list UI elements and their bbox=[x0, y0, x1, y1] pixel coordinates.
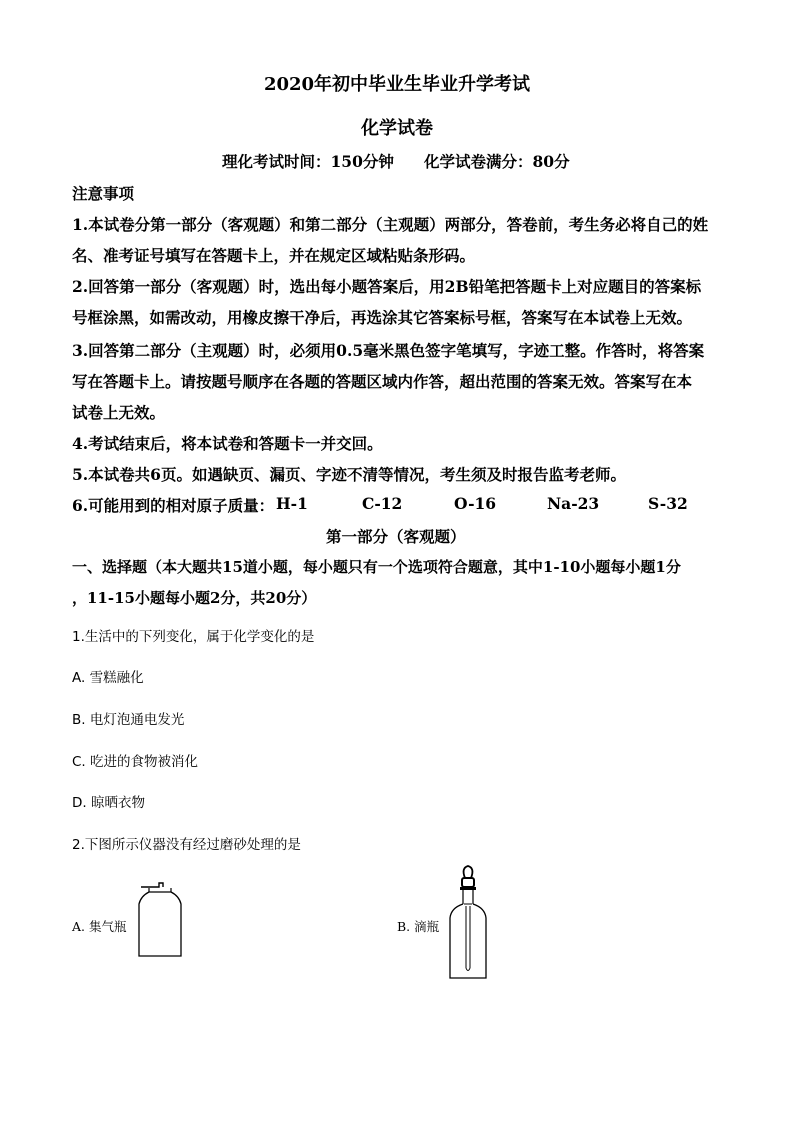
option-a: A. 集气瓶 bbox=[72, 919, 127, 934]
atomic-mass-h: H-1 bbox=[276, 494, 308, 513]
question-stem: 1.生活中的下列变化，属于化学变化的是 bbox=[72, 629, 315, 645]
option-a: A. 雪糕融化 bbox=[72, 670, 144, 686]
exam-score-info: 化学试卷满分：80分 bbox=[424, 152, 570, 171]
notes-line: 写在答题卡上。请按题号顺序在各题的答题区域内作答，超出范围的答案无效。答案写在本 bbox=[72, 372, 693, 391]
section-instructions: 一、选择题（本大题共15道小题，每小题只有一个选项符合题意，其中1-10小题每小题1分 bbox=[72, 558, 681, 576]
notes-line: 5.本试卷共6页。如遇缺页、漏页、字迹不清等情况，考生须及时报告监考老师。 bbox=[72, 465, 626, 484]
atomic-mass-c: C-12 bbox=[362, 494, 403, 513]
atomic-mass-s: S-32 bbox=[648, 494, 688, 513]
exam-time-info: 理化考试时间：150分钟 bbox=[222, 152, 394, 171]
option-b: B. 滴瓶 bbox=[397, 919, 440, 934]
notes-line: 2.回答第一部分（客观题）时，选出每小题答案后，用2B铅笔把答题卡上对应题目的答案标 bbox=[72, 277, 702, 296]
exam-title: 2020年初中毕业生毕业升学考试 bbox=[263, 74, 531, 95]
exam-subject: 化学试卷 bbox=[361, 118, 433, 139]
notes-line: 名、准考证号填写在答题卡上，并在规定区域粘贴条形码。 bbox=[72, 246, 476, 265]
option-d: D. 晾晒衣物 bbox=[72, 795, 145, 811]
atomic-mass-label: 6.可能用到的相对原子质量： bbox=[72, 496, 275, 515]
question-stem: 2.下图所示仪器没有经过磨砂处理的是 bbox=[72, 837, 301, 853]
option-b: B. 电灯泡通电发光 bbox=[72, 712, 185, 728]
atomic-mass-na: Na-23 bbox=[547, 494, 600, 513]
atomic-mass-o: O-16 bbox=[454, 494, 497, 513]
gas-collecting-bottle-figure bbox=[135, 882, 195, 962]
notes-line: 号框涂黑，如需改动，用橡皮擦干净后，再选涂其它答案标号框，答案写在本试卷上无效。 bbox=[72, 308, 693, 327]
notes-line: 试卷上无效。 bbox=[72, 403, 166, 422]
notes-line: 1.本试卷分第一部分（客观题）和第二部分（主观题）两部分，答卷前，考生务必将自己的姓 bbox=[72, 215, 709, 234]
option-c: C. 吃进的食物被消化 bbox=[72, 754, 199, 770]
notes-heading: 注意事项 bbox=[72, 184, 135, 203]
notes-line: 3.回答第二部分（主观题）时，必须用0.5毫米黑色签字笔填写，字迹工整。作答时，将答案 bbox=[72, 341, 705, 360]
part1-heading: 第一部分（客观题） bbox=[326, 527, 466, 546]
section-instructions: ，11-15小题每小题2分，共20分） bbox=[72, 589, 317, 607]
notes-line: 4.考试结束后，将本试卷和答题卡一并交回。 bbox=[72, 434, 383, 453]
dropper-bottle-figure bbox=[445, 864, 495, 984]
